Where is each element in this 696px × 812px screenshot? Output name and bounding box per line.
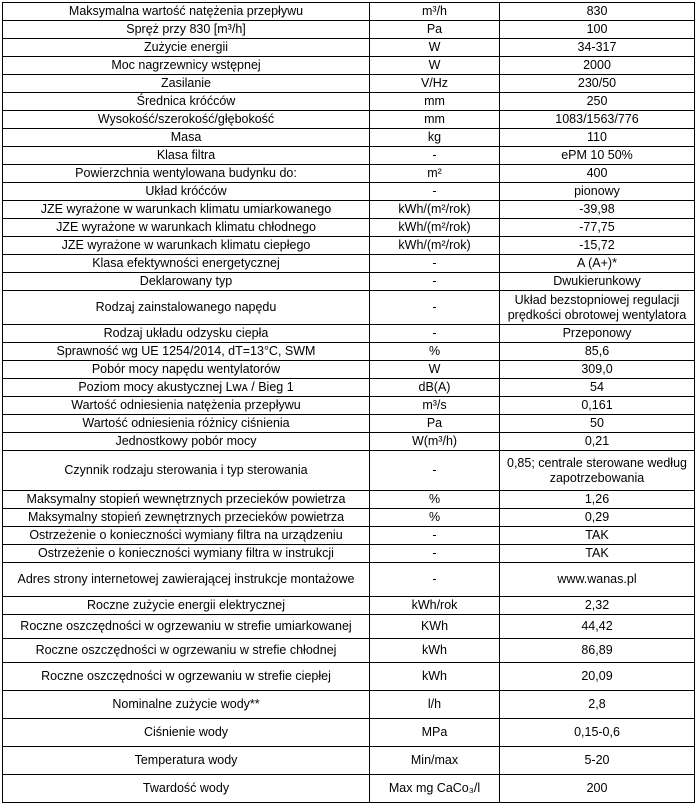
cell-value: 2,8: [500, 691, 695, 719]
cell-value: Przeponowy: [500, 325, 695, 343]
cell-label: Moc nagrzewnicy wstępnej: [3, 57, 370, 75]
cell-unit: -: [370, 291, 500, 325]
cell-value: 85,6: [500, 343, 695, 361]
cell-value: -15,72: [500, 237, 695, 255]
table-row: [3, 451, 695, 491]
cell-label: Wysokość/szerokość/głębokość: [3, 111, 370, 129]
cell-label: JZE wyrażone w warunkach klimatu ciepłego: [3, 237, 370, 255]
cell-unit: Pa: [370, 21, 500, 39]
cell-unit: kWh/(m²/rok): [370, 201, 500, 219]
cell-value: 0,85; centrale sterowane według zapotrzebowania: [500, 451, 695, 491]
cell-unit: kg: [370, 129, 500, 147]
cell-value: www.wanas.pl: [500, 563, 695, 597]
table-row: [3, 325, 695, 343]
cell-unit: kWh/rok: [370, 597, 500, 615]
cell-unit: -: [370, 147, 500, 165]
cell-unit: l/h: [370, 691, 500, 719]
table-row: [3, 129, 695, 147]
cell-value: 1083/1563/776: [500, 111, 695, 129]
cell-value: 5-20: [500, 747, 695, 775]
cell-label: Twardość wody: [3, 775, 370, 803]
table-row: [3, 165, 695, 183]
cell-label: Czynnik rodzaju sterowania i typ sterowania: [3, 451, 370, 491]
table-row: [3, 255, 695, 273]
cell-unit: W(m³/h): [370, 433, 500, 451]
cell-value: 230/50: [500, 75, 695, 93]
cell-unit: -: [370, 545, 500, 563]
cell-label: Klasa filtra: [3, 147, 370, 165]
table-row: [3, 343, 695, 361]
table-row: [3, 273, 695, 291]
cell-unit: -: [370, 273, 500, 291]
cell-unit: -: [370, 255, 500, 273]
cell-label: Jednostkowy pobór mocy: [3, 433, 370, 451]
cell-label: Nominalne zużycie wody**: [3, 691, 370, 719]
table-row: [3, 545, 695, 563]
cell-value: 0,161: [500, 397, 695, 415]
cell-unit: mm: [370, 93, 500, 111]
table-row: [3, 415, 695, 433]
cell-unit: MPa: [370, 719, 500, 747]
cell-value: A (A+)*: [500, 255, 695, 273]
table-row: [3, 183, 695, 201]
table-row: [3, 111, 695, 129]
cell-label: Spręż przy 830 [m³/h]: [3, 21, 370, 39]
cell-value: 50: [500, 415, 695, 433]
cell-label: Sprawność wg UE 1254/2014, dT=13°C, SWM: [3, 343, 370, 361]
cell-value: pionowy: [500, 183, 695, 201]
cell-unit: %: [370, 491, 500, 509]
cell-label: Masa: [3, 129, 370, 147]
cell-label: Powierzchnia wentylowana budynku do:: [3, 165, 370, 183]
cell-value: 830: [500, 3, 695, 21]
cell-label: Maksymalna wartość natężenia przepływu: [3, 3, 370, 21]
cell-unit: Min/max: [370, 747, 500, 775]
cell-unit: kWh: [370, 639, 500, 663]
cell-label: Rodzaj zainstalowanego napędu: [3, 291, 370, 325]
cell-unit: V/Hz: [370, 75, 500, 93]
table-row: [3, 291, 695, 325]
cell-label: Rodzaj układu odzysku ciepła: [3, 325, 370, 343]
cell-unit: -: [370, 451, 500, 491]
cell-label: Średnica króćców: [3, 93, 370, 111]
cell-value: TAK: [500, 527, 695, 545]
cell-value: 400: [500, 165, 695, 183]
cell-label: JZE wyrażone w warunkach klimatu umiarkowanego: [3, 201, 370, 219]
cell-value: 20,09: [500, 663, 695, 691]
cell-value: 0,15-0,6: [500, 719, 695, 747]
table-row: [3, 691, 695, 719]
cell-unit: dB(A): [370, 379, 500, 397]
cell-unit: kWh: [370, 663, 500, 691]
cell-value: 34-317: [500, 39, 695, 57]
cell-unit: kWh/(m²/rok): [370, 219, 500, 237]
cell-value: 0,21: [500, 433, 695, 451]
table-row: [3, 57, 695, 75]
cell-value: 54: [500, 379, 695, 397]
cell-value: 86,89: [500, 639, 695, 663]
cell-label: Poziom mocy akustycznej Lᴡᴀ / Bieg 1: [3, 379, 370, 397]
cell-unit: %: [370, 343, 500, 361]
cell-label: Adres strony internetowej zawierającej instrukcje montażowe: [3, 563, 370, 597]
cell-label: Ciśnienie wody: [3, 719, 370, 747]
cell-label: Maksymalny stopień zewnętrznych przecieków powietrza: [3, 509, 370, 527]
cell-label: Deklarowany typ: [3, 273, 370, 291]
table-row: [3, 147, 695, 165]
cell-unit: Max mg CaCo₃/l: [370, 775, 500, 803]
cell-value: 309,0: [500, 361, 695, 379]
cell-unit: W: [370, 39, 500, 57]
table-row: [3, 219, 695, 237]
cell-unit: m³/h: [370, 3, 500, 21]
cell-value: 200: [500, 775, 695, 803]
cell-unit: W: [370, 57, 500, 75]
table-row: [3, 597, 695, 615]
table-row: [3, 433, 695, 451]
cell-label: Układ króćców: [3, 183, 370, 201]
cell-value: TAK: [500, 545, 695, 563]
cell-label: Roczne oszczędności w ogrzewaniu w strefie umiarkowanej: [3, 615, 370, 639]
cell-label: JZE wyrażone w warunkach klimatu chłodnego: [3, 219, 370, 237]
cell-value: 250: [500, 93, 695, 111]
cell-value: 100: [500, 21, 695, 39]
table-row: [3, 397, 695, 415]
table-row: [3, 361, 695, 379]
cell-value: 2000: [500, 57, 695, 75]
cell-unit: -: [370, 527, 500, 545]
cell-value: -39,98: [500, 201, 695, 219]
cell-value: 2,32: [500, 597, 695, 615]
cell-label: Temperatura wody: [3, 747, 370, 775]
cell-label: Ostrzeżenie o konieczności wymiany filtra na urządzeniu: [3, 527, 370, 545]
table-row: [3, 201, 695, 219]
cell-label: Klasa efektywności energetycznej: [3, 255, 370, 273]
cell-unit: -: [370, 563, 500, 597]
cell-value: Dwukierunkowy: [500, 273, 695, 291]
table-row: [3, 21, 695, 39]
table-row: [3, 775, 695, 803]
cell-label: Roczne oszczędności w ogrzewaniu w strefie chłodnej: [3, 639, 370, 663]
table-row: [3, 663, 695, 691]
table-row: [3, 719, 695, 747]
table-row: [3, 747, 695, 775]
table-row: [3, 3, 695, 21]
cell-label: Maksymalny stopień wewnętrznych przecieków powietrza: [3, 491, 370, 509]
cell-unit: %: [370, 509, 500, 527]
cell-value: 0,29: [500, 509, 695, 527]
table-row: [3, 491, 695, 509]
table-row: [3, 509, 695, 527]
cell-unit: m²: [370, 165, 500, 183]
cell-label: Roczne zużycie energii elektrycznej: [3, 597, 370, 615]
cell-label: Pobór mocy napędu wentylatorów: [3, 361, 370, 379]
table-row: [3, 39, 695, 57]
cell-unit: W: [370, 361, 500, 379]
cell-label: Roczne oszczędności w ogrzewaniu w strefie ciepłej: [3, 663, 370, 691]
spec-table-body: [3, 3, 695, 803]
cell-value: ePM 10 50%: [500, 147, 695, 165]
cell-label: Zużycie energii: [3, 39, 370, 57]
table-row: [3, 639, 695, 663]
table-row: [3, 75, 695, 93]
cell-label: Wartość odniesienia natężenia przepływu: [3, 397, 370, 415]
table-row: [3, 615, 695, 639]
cell-unit: -: [370, 183, 500, 201]
table-row: [3, 563, 695, 597]
cell-value: -77,75: [500, 219, 695, 237]
cell-value: 1,26: [500, 491, 695, 509]
spec-table: [2, 2, 695, 803]
table-row: [3, 379, 695, 397]
cell-unit: Pa: [370, 415, 500, 433]
cell-unit: mm: [370, 111, 500, 129]
table-row: [3, 237, 695, 255]
cell-value: Układ bezstopniowej regulacji prędkości obrotowej wentylatora: [500, 291, 695, 325]
table-row: [3, 527, 695, 545]
cell-label: Ostrzeżenie o konieczności wymiany filtra w instrukcji: [3, 545, 370, 563]
cell-unit: KWh: [370, 615, 500, 639]
cell-unit: -: [370, 325, 500, 343]
cell-label: Zasilanie: [3, 75, 370, 93]
table-row: [3, 93, 695, 111]
cell-value: 44,42: [500, 615, 695, 639]
cell-unit: m³/s: [370, 397, 500, 415]
cell-value: 110: [500, 129, 695, 147]
cell-label: Wartość odniesienia różnicy ciśnienia: [3, 415, 370, 433]
cell-unit: kWh/(m²/rok): [370, 237, 500, 255]
